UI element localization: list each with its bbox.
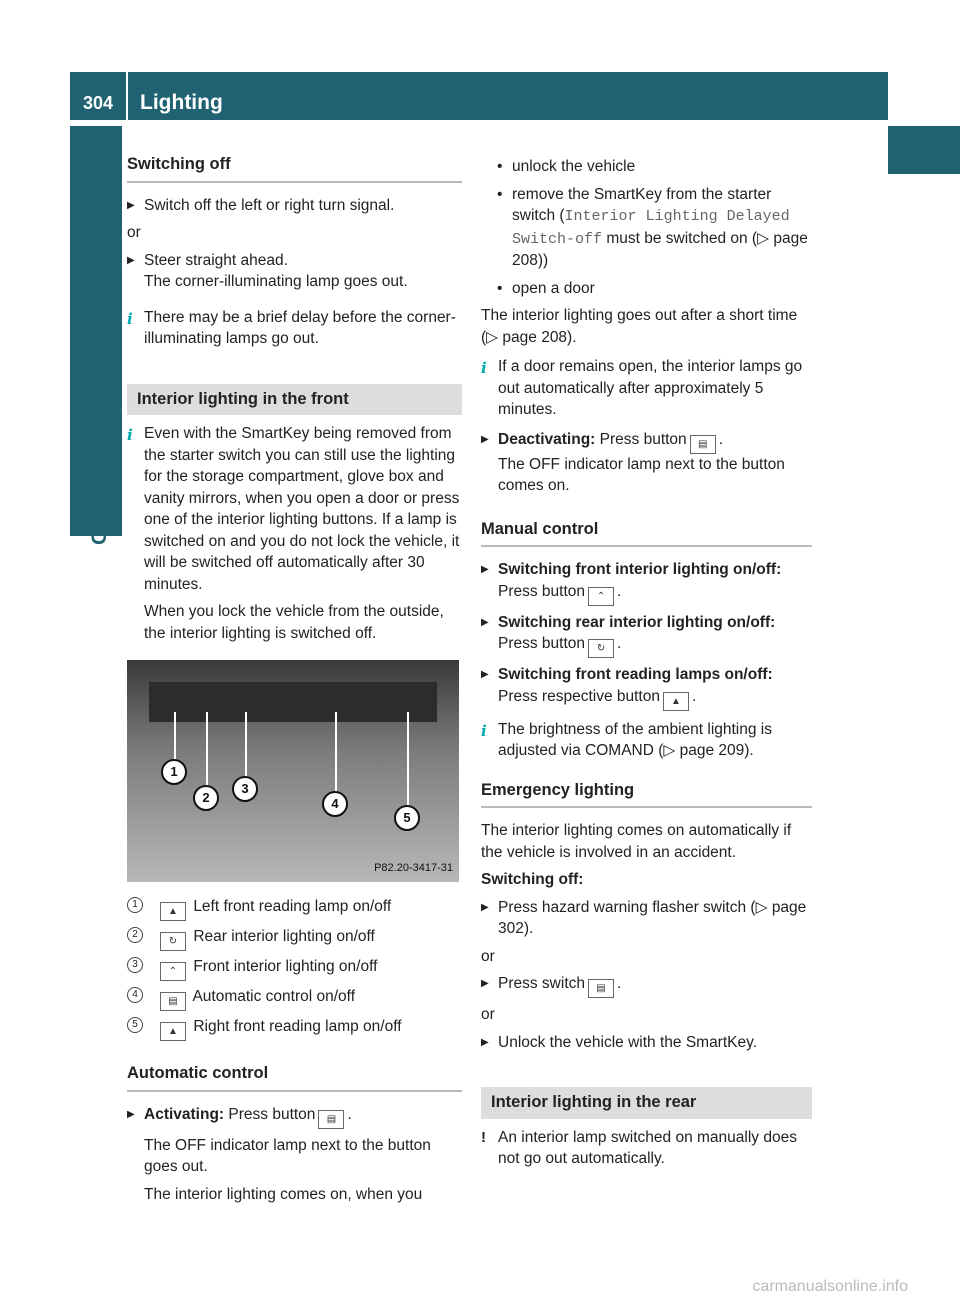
or-text: or: [481, 947, 495, 965]
legend-item: 1 ▲ Left front reading lamp on/off: [127, 896, 462, 921]
front-lighting-icon: ⌃: [588, 587, 614, 606]
section-title-front: Interior lighting in the front: [127, 384, 462, 416]
section-title-rear: Interior lighting in the rear: [481, 1087, 812, 1119]
overhead-control-photo: [127, 660, 459, 882]
bullet-item: • remove the SmartKey from the starter switch (Interior Lighting Delayed Switch-off must be switched on (▷ page 208)): [495, 184, 812, 272]
info-note: i If a door remains open, the interior lamps go out automatically after approximately 5 minutes.: [481, 358, 803, 418]
section-title-automatic: Automatic control: [127, 1063, 462, 1092]
auto-control-icon: ▤: [318, 1110, 344, 1129]
right-column: [481, 150, 812, 1178]
step: ▶ Unlock the vehicle with the SmartKey.: [481, 1032, 812, 1054]
rear-lighting-icon: ↻: [160, 932, 186, 951]
step: ▶ Switching front interior lighting on/off: Press button ⌃ .: [481, 559, 812, 606]
info-note: i The brightness of the ambient lighting is adjusted via COMAND (▷ page 209).: [481, 720, 772, 759]
legend-item: 2 ↻ Rear interior lighting on/off: [127, 926, 462, 951]
paragraph: The interior lighting goes out after a short time (▷ page 208).: [481, 307, 798, 346]
legend-item: 3 ⌃ Front interior lighting on/off: [127, 956, 462, 981]
section-title-emergency: Emergency lighting: [481, 780, 812, 809]
reading-lamp-icon: ▲: [160, 1022, 186, 1041]
info-icon: i: [481, 721, 487, 740]
side-margin: [70, 126, 122, 1226]
control-panel: [149, 682, 437, 722]
legend-item: 5 ▲ Right front reading lamp on/off: [127, 1016, 462, 1041]
legend-item: 4 ▤ Automatic control on/off: [127, 986, 462, 1011]
or-text: or: [127, 224, 141, 241]
subheading: Switching off:: [481, 871, 584, 888]
step: ▶ Press switch ▤ .: [481, 973, 812, 998]
auto-control-icon: ▤: [690, 435, 716, 454]
callout-1: 1: [161, 759, 187, 785]
info-icon: i: [127, 309, 133, 328]
step: ▶ Deactivating: Press button ▤ . The OFF indicator lamp next to the button comes on.: [481, 429, 812, 497]
step: ▶ Press hazard warning flasher switch (▷ page 302).: [481, 897, 812, 940]
side-label: Controls in detail: [88, 373, 111, 545]
step: ▶ Switch off the left or right turn signal.: [127, 195, 462, 217]
step: ▶ Activating: Press button ▤ . The OFF indicator lamp next to the button goes out. The interior lighting comes on, when you: [127, 1104, 462, 1206]
side-tab: [888, 126, 960, 174]
paragraph: The interior lighting comes on automatically if the vehicle is involved in an accident.: [481, 822, 792, 861]
or-text: or: [481, 1006, 495, 1023]
step: ▶ Steer straight ahead. The corner-illuminating lamp goes out.: [127, 250, 462, 293]
section-title-manual: Manual control: [481, 519, 812, 548]
section-title-switching-off: Switching off: [127, 154, 462, 183]
warning-note: ! An interior lamp switched on manually does not go out automatically.: [481, 1128, 797, 1167]
callout-2: 2: [193, 785, 219, 811]
footer-watermark: carmanualsonline.info: [752, 1278, 908, 1295]
info-note: i There may be a brief delay before the corner-illuminating lamps go out.: [127, 308, 456, 347]
info-icon: i: [481, 359, 487, 377]
info-note: i Even with the SmartKey being removed from the starter switch you can still use the lighting for the storage compartment, glove box and vanity mirrors, when you open a door or press one of the interior lighting buttons. If a lamp is switched on and you do not lock the vehicle, it will be switched off automatically after 30 minutes. When you lock the vehicle from the outside, the interior lighting is switched off.: [127, 425, 460, 642]
bullet-item: • unlock the vehicle: [495, 156, 812, 178]
callout-4: 4: [322, 791, 348, 817]
step: ▶ Switching rear interior lighting on/off: Press button ↻ .: [481, 612, 812, 659]
auto-control-icon: ▤: [160, 992, 186, 1011]
warning-icon: !: [481, 1128, 486, 1146]
left-column: [127, 150, 462, 1211]
info-icon: i: [127, 426, 133, 444]
page-number: 304: [82, 93, 114, 113]
rear-lighting-icon: ↻: [588, 639, 614, 658]
reading-lamp-icon: ▲: [663, 692, 689, 711]
auto-control-icon: ▤: [588, 979, 614, 998]
step: ▶ Switching front reading lamps on/off: Press respective button ▲ .: [481, 664, 812, 711]
callout-5: 5: [394, 805, 420, 831]
header-divider: [126, 72, 128, 120]
reading-lamp-icon: ▲: [160, 902, 186, 921]
callout-3: 3: [232, 776, 258, 802]
photo-code: P82.20-3417-31: [374, 861, 453, 874]
front-lighting-icon: ⌃: [160, 962, 186, 981]
page-title: Lighting: [140, 91, 223, 114]
legend: [127, 896, 462, 1041]
bullet-item: • open a door: [495, 278, 812, 300]
